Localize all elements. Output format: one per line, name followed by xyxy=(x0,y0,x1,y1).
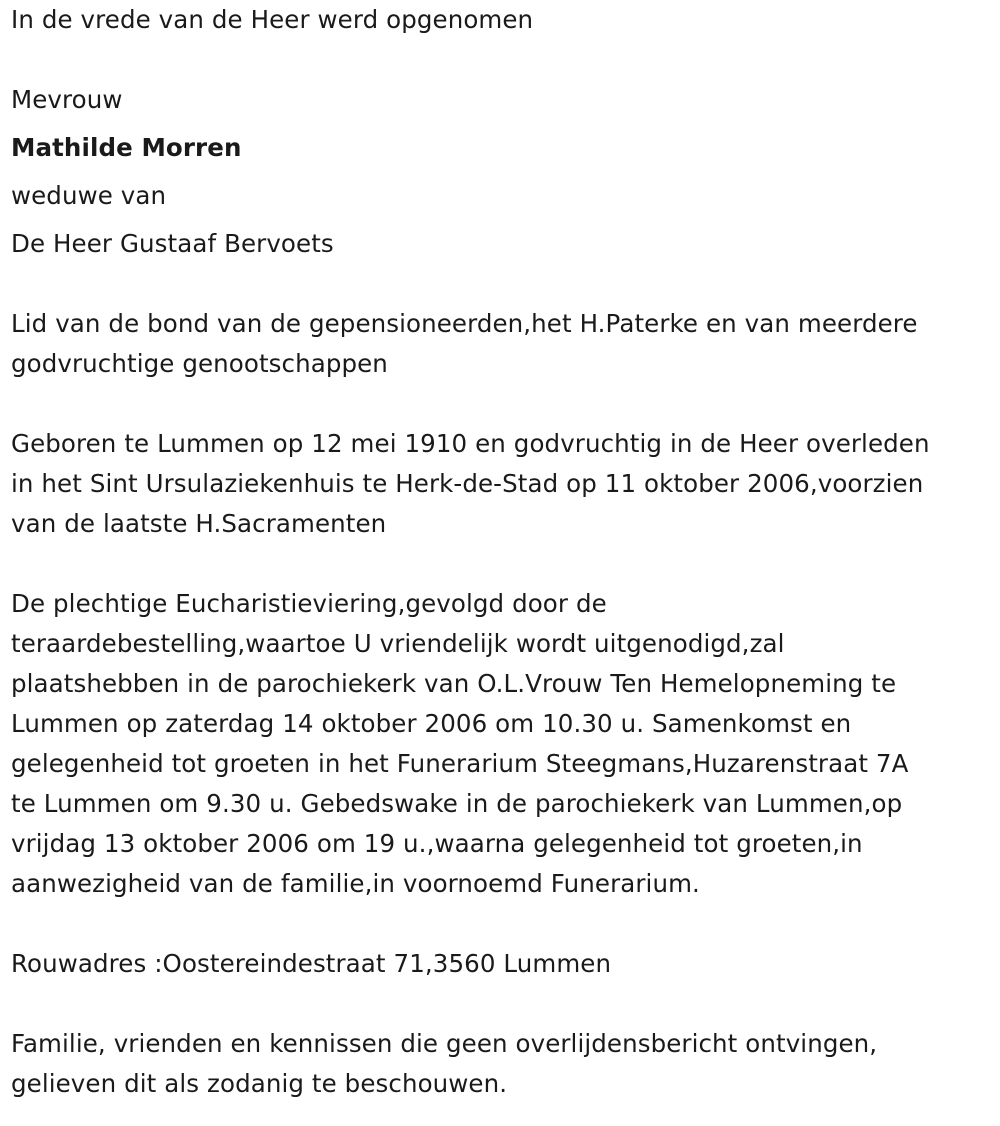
obituary-notice xyxy=(11,0,991,1104)
paragraph-line: van de laatste H.Sacramenten xyxy=(11,509,387,538)
spacer xyxy=(11,904,991,944)
ceremony-paragraph xyxy=(11,584,991,904)
paragraph-line: in het Sint Ursulaziekenhuis te Herk-de-Stad op 11 oktober 2006,voorzien xyxy=(11,469,924,498)
paragraph-line: teraardebestelling,waartoe U vriendelijk wordt uitgenodigd,zal xyxy=(11,629,785,658)
membership-paragraph xyxy=(11,304,991,384)
spacer xyxy=(11,264,991,304)
paragraph-line: De plechtige Eucharistieviering,gevolgd door de xyxy=(11,589,607,618)
spacer xyxy=(11,544,991,584)
paragraph-line: Geboren te Lummen op 12 mei 1910 en godvruchtig in de Heer overleden xyxy=(11,429,930,458)
paragraph-line: Lummen op zaterdag 14 oktober 2006 om 10.30 u. Samenkomst en xyxy=(11,709,852,738)
paragraph-line: godvruchtige genootschappen xyxy=(11,349,388,378)
paragraph-line: gelieven dit als zodanig te beschouwen. xyxy=(11,1069,508,1098)
deceased-name: Mathilde Morren xyxy=(11,133,242,162)
spacer xyxy=(11,40,991,80)
paragraph-line: aanwezigheid van de familie,in voornoemd Funerarium. xyxy=(11,869,700,898)
paragraph-line: Familie, vrienden en kennissen die geen overlijdensbericht ontvingen, xyxy=(11,1029,878,1058)
title-prefix: Mevrouw xyxy=(11,85,123,114)
paragraph-line: gelegenheid tot groeten in het Funerarium Steegmans,Huzarenstraat 7A xyxy=(11,749,909,778)
paragraph-line: vrijdag 13 oktober 2006 om 19 u.,waarna gelegenheid tot groeten,in xyxy=(11,829,863,858)
closing-paragraph xyxy=(11,1024,991,1104)
spacer xyxy=(11,984,991,1024)
paragraph-line: te Lummen om 9.30 u. Gebedswake in de parochiekerk van Lummen,op xyxy=(11,789,903,818)
spacer xyxy=(11,384,991,424)
spouse-name: De Heer Gustaaf Bervoets xyxy=(11,229,334,258)
paragraph-line: plaatshebben in de parochiekerk van O.L.Vrouw Ten Hemelopneming te xyxy=(11,669,897,698)
mourning-address: Rouwadres :Oostereindestraat 71,3560 Lummen xyxy=(11,949,612,978)
intro-text: In de vrede van de Heer werd opgenomen xyxy=(11,5,534,34)
birth-death-paragraph xyxy=(11,424,991,544)
relation-text: weduwe van xyxy=(11,181,167,210)
paragraph-line: Lid van de bond van de gepensioneerden,het H.Paterke en van meerdere xyxy=(11,309,918,338)
